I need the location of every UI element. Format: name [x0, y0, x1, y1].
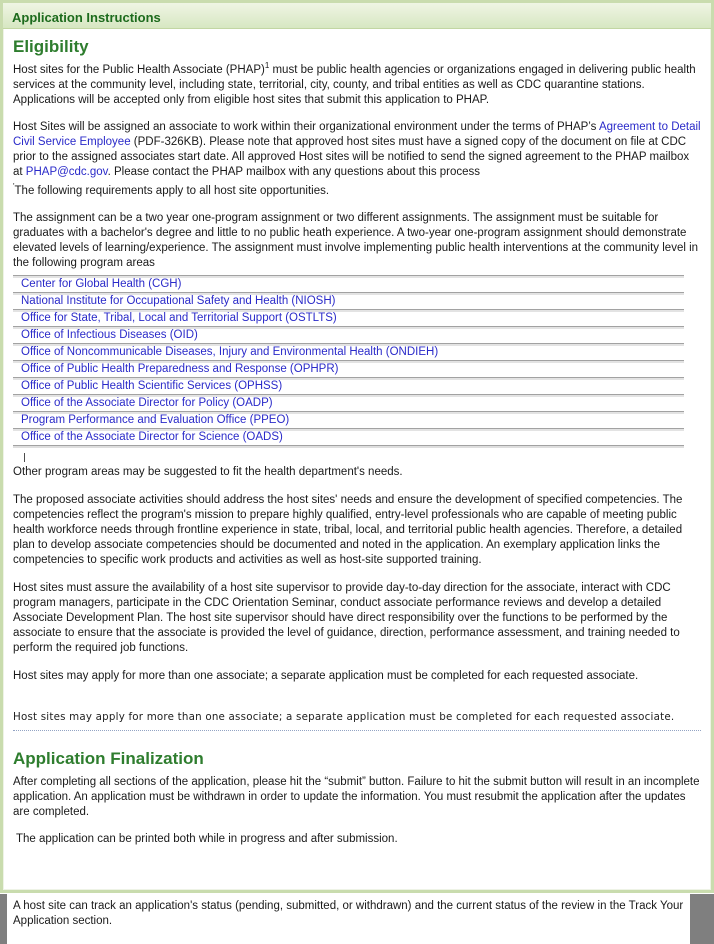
- requirements-note-text: The following requirements apply to all host site opportunities.: [14, 185, 330, 197]
- multiple-associates-paragraph: Host sites may apply for more than one associate; a separate application must be completed for each requested associate.: [13, 670, 639, 682]
- program-area-row[interactable]: [13, 360, 684, 377]
- agreement-to-detail-link[interactable]: Agreement to Detail Civil Service Employee: [13, 121, 701, 148]
- assignment-paragraph: The assignment can be a two year one-program assignment or two different assignments. The assignment must be suitable for graduates with a bachelor's degree and little to no public heath experience. A two-year one-program assignment should demonstrate elevated levels of learning/experience. The assignment must involve implementing public health interventions at the community level in the following program areas: [13, 212, 699, 269]
- phap-mailbox-link[interactable]: PHAP@cdc.gov: [25, 166, 108, 178]
- eligibility-paragraph-1: [13, 63, 701, 108]
- program-area-row[interactable]: [13, 343, 684, 360]
- program-area-row[interactable]: [13, 428, 684, 445]
- mailbox-contact-text: . Please contact the PHAP mailbox with any questions about this process: [107, 166, 481, 178]
- eligibility-p1-text-cont: must be public health agencies or organizations engaged in delivering public health services at the community level, including state, territorial, city, county, and tribal entities as well as CDC quarantine stations. Applications will be accepted only from eligible host sites that submit this application to PHAP.: [13, 64, 696, 106]
- supervisor-paragraph: Host sites must assure the availability of a host site supervisor to provide day-to-day direction for the associate, interact with CDC program managers, participate in the CDC Orientation Seminar, conduct associate performance reviews and develop a detailed Associate Development Plan. The host site supervisor should have direct responsibility over the functions to be performed by the associate to ensure that the associate is provided the level of guidance, direction, performance assessment, and training needed to perform the required job functions.: [13, 582, 680, 654]
- program-area-link-oid[interactable]: Office of Infectious Diseases (OID): [21, 329, 198, 341]
- proposed-activities-paragraph: The proposed associate activities should address the host sites' needs and ensure the development of specified competencies. The competencies reflect the program's mission to prepare highly qualified, entry-level professionals who are capable of meeting public health workforce needs through frontline experience in state, tribal, local, and territorial public health agencies. Therefore, a detailed plan to develop associate competencies should be documented and noted in the application. An exemplary application links the competencies to specific work products and activities as well as host-site supported training.: [13, 494, 683, 566]
- program-area-row[interactable]: [13, 309, 684, 326]
- other-areas-paragraph: Other program areas may be suggested to fit the health department's needs.: [13, 466, 403, 478]
- finalization-heading: Application Finalization: [13, 749, 204, 768]
- program-area-row[interactable]: [13, 275, 684, 292]
- program-area-link-oads[interactable]: Office of the Associate Director for Science (OADS): [21, 431, 283, 443]
- program-area-row[interactable]: [13, 394, 684, 411]
- requirements-note-marker: ': [13, 182, 15, 192]
- eligibility-p1-text: Host sites for the Public Health Associate (PHAP): [13, 64, 265, 76]
- finalization-paragraph-1: After completing all sections of the application, please hit the “submit” button. Failure to hit the submit button will result in an incomplete application. An application must be withdrawn in order to update the information. You must resubmit the application after the updates are completed.: [13, 776, 700, 818]
- program-area-link-ostlts[interactable]: Office for State, Tribal, Local and Territorial Support (OSTLTS): [21, 312, 337, 324]
- panel-content: [3, 29, 711, 847]
- program-areas-list: [13, 275, 684, 446]
- multiple-associates-repeat-note: Host sites may apply for more than one associate; a separate application must be completed for each requested associate.: [13, 710, 701, 731]
- program-area-row[interactable]: [13, 377, 684, 394]
- footnote-marker: 1: [264, 61, 270, 71]
- program-area-link-ppeo[interactable]: Program Performance and Evaluation Office (PPEO): [21, 414, 290, 426]
- program-area-link-ondieh[interactable]: Office of Noncommunicable Diseases, Injury and Environmental Health (ONDIEH): [21, 346, 439, 358]
- program-area-link-niosh[interactable]: National Institute for Occupational Safety and Health (NIOSH): [21, 295, 336, 307]
- program-area-row[interactable]: [13, 292, 684, 309]
- program-area-link-ophss[interactable]: Office of Public Health Scientific Services (OPHSS): [21, 380, 283, 392]
- program-area-link-oadp[interactable]: Office of the Associate Director for Policy (OADP): [21, 397, 273, 409]
- host-sites-assigned-text: Host Sites will be assigned an associate to work within their organizational environment under the terms of PHAP’s: [13, 121, 599, 133]
- agreement-note-text: (PDF-326KB). Please note that approved host sites must have a signed copy of the document on file at CDC prior to the assigned associates start date. All approved Host sites will be notified to send the signed agreement to the PHAP mailbox at: [13, 136, 690, 178]
- requirements-note: [13, 184, 701, 199]
- panel-title: Application Instructions: [12, 10, 161, 25]
- bottom-content-area: [7, 893, 690, 944]
- print-application-paragraph: The application can be printed both while in progress and after submission.: [16, 833, 398, 845]
- panel-titlebar: [3, 3, 711, 29]
- program-area-row[interactable]: [13, 326, 684, 343]
- program-area-link-ophpr[interactable]: Office of Public Health Preparedness and Response (OPHPR): [21, 363, 339, 375]
- eligibility-heading: Eligibility: [13, 37, 89, 56]
- eligibility-paragraph-2: [13, 120, 701, 180]
- program-area-row[interactable]: [13, 411, 684, 428]
- program-area-link-cgh[interactable]: Center for Global Health (CGH): [21, 278, 182, 290]
- text-cursor-artifact: [24, 453, 25, 462]
- track-application-text: A host site can track an application's status (pending, submitted, or withdrawn) and the current status of the review in the Track Your Application section.: [13, 900, 684, 927]
